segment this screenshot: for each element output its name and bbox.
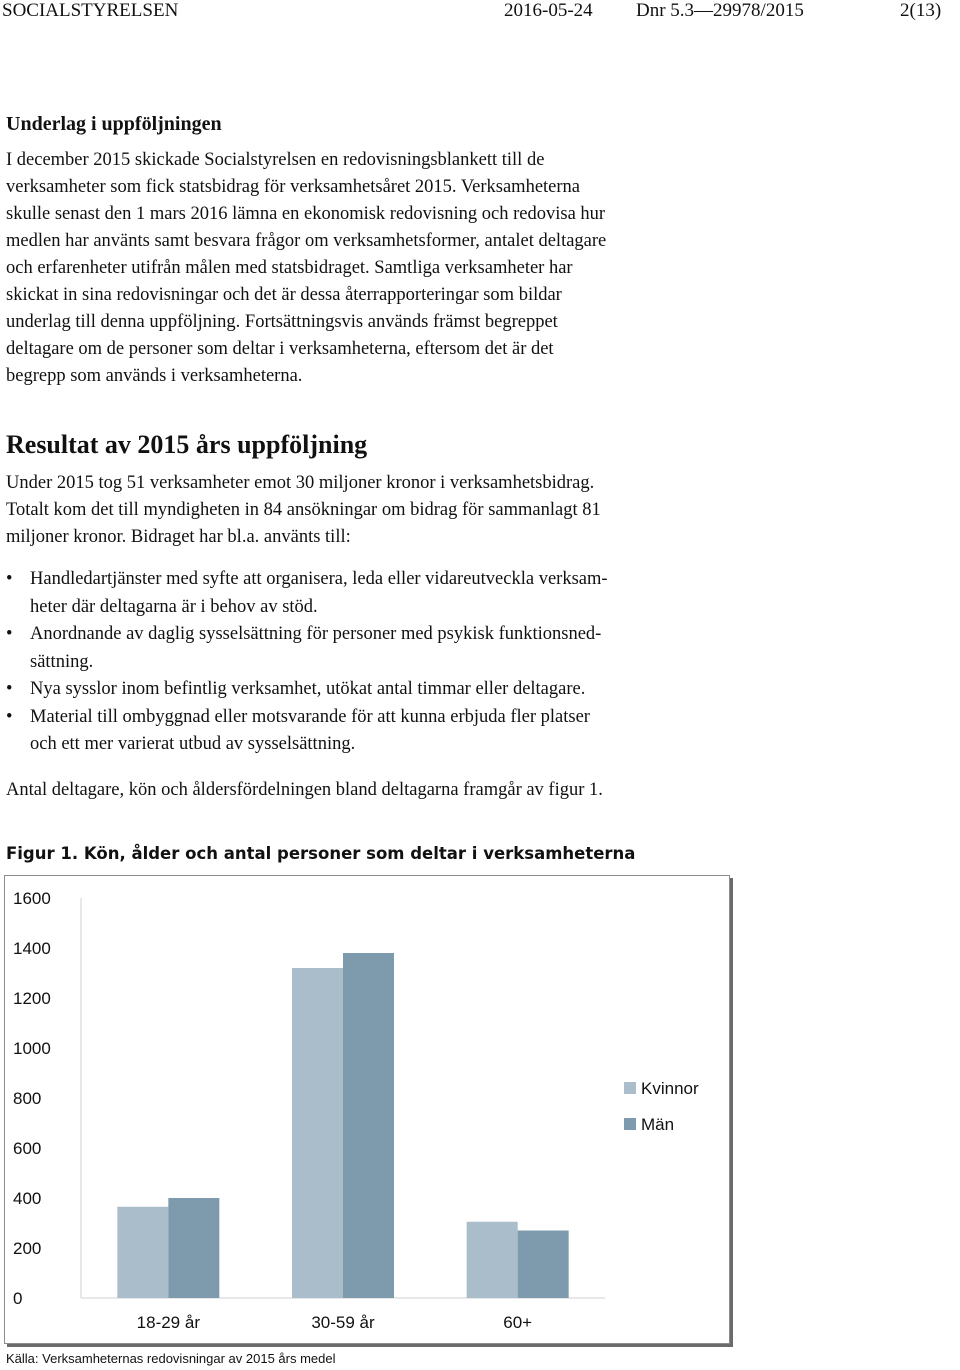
usage-bullet-list xyxy=(6,566,746,759)
list-item-line: Handledartjänster med syfte att organisera, leda eller vidareutveckla verksam- xyxy=(30,569,608,589)
y-tick-label: 800 xyxy=(13,1089,42,1108)
list-item-line: Material till ombyggnad eller motsvarande för att kunna erbjuda fler platser xyxy=(30,706,590,727)
paragraph-line: deltagare om de personer som deltar i verksamheterna, eftersom det är det xyxy=(6,339,554,359)
figure-title: Figur 1. Kön, ålder och antal personer som deltar i verksamheterna xyxy=(6,844,636,863)
bar-chart xyxy=(4,875,730,1344)
figure-source: Källa: Verksamheternas redovisningar av 2015 års medel xyxy=(6,1351,336,1366)
y-tick-label: 600 xyxy=(13,1139,42,1158)
bar xyxy=(467,1222,518,1298)
y-tick-label: 1600 xyxy=(13,889,51,908)
paragraph-line: miljoner kronor. Bidraget har bl.a. använts till: xyxy=(6,527,351,547)
section-heading-resultat: Resultat av 2015 års uppföljning xyxy=(6,430,368,459)
paragraph-line: underlag till denna uppföljning. Fortsättningsvis används främst begreppet xyxy=(6,312,558,332)
paragraph-line: I december 2015 skickade Socialstyrelsen en redovisningsblankett till de xyxy=(6,150,545,170)
y-tick-label: 200 xyxy=(13,1239,42,1258)
paragraph-line: begrepp som används i verksamheterna. xyxy=(6,366,303,386)
bullet-marker: • xyxy=(6,706,13,727)
section1-paragraph xyxy=(6,147,756,390)
list-item-line: Anordnande av daglig sysselsättning för personer med psykisk funktionsned- xyxy=(30,624,602,644)
list-item-line: sättning. xyxy=(30,651,94,672)
bullet-marker: • xyxy=(6,679,13,699)
y-tick-label: 1200 xyxy=(13,989,51,1008)
y-tick-label: 0 xyxy=(13,1289,23,1308)
y-tick-label: 400 xyxy=(13,1189,42,1208)
list-item-line: Nya sysslor inom befintlig verksamhet, utökat antal timmar eller deltagare. xyxy=(30,679,586,699)
x-tick-label: 60+ xyxy=(503,1313,533,1332)
legend-label: Kvinnor xyxy=(641,1079,699,1098)
x-tick-label: 18-29 år xyxy=(136,1313,200,1332)
paragraph-line: skulle senast den 1 mars 2016 lämna en ekonomisk redovisning och redovisa hur xyxy=(6,204,606,224)
bar xyxy=(343,953,394,1298)
header-document-number: Dnr 5.3—29978/2015 xyxy=(636,0,804,21)
paragraph-line: verksamheter som fick statsbidrag för verksamhetsåret 2015. Verksamheterna xyxy=(6,177,580,197)
paragraph-line: medlen har använts samt besvara frågor om verksamhetsformer, antalet deltagare xyxy=(6,231,607,251)
bar xyxy=(117,1207,168,1298)
paragraph-line: Under 2015 tog 51 verksamheter emot 30 miljoner kronor i verksamhetsbidrag. xyxy=(6,473,595,493)
list-item-line: och ett mer varierat utbud av sysselsättning. xyxy=(30,734,356,754)
header-page-number: 2(13) xyxy=(900,0,942,21)
header-organization: SOCIALSTYRELSEN xyxy=(2,0,179,21)
list-item xyxy=(6,621,746,676)
y-tick-label: 1000 xyxy=(13,1039,51,1058)
bar xyxy=(292,968,343,1298)
chart-canvas xyxy=(5,876,731,1345)
bullet-marker: • xyxy=(6,624,13,644)
list-item xyxy=(6,566,746,621)
legend-swatch xyxy=(624,1118,636,1130)
legend-label: Män xyxy=(641,1115,675,1134)
y-tick-label: 1400 xyxy=(13,939,51,958)
page-header xyxy=(0,0,960,24)
header-date: 2016-05-24 xyxy=(504,0,593,21)
paragraph-line: skickat in sina redovisningar och det är dessa återrapporteringar som bildar xyxy=(6,285,562,305)
list-item xyxy=(6,676,746,704)
section2-intro-paragraph xyxy=(6,470,756,551)
bullet-marker: • xyxy=(6,569,13,589)
section2-closing-paragraph: Antal deltagare, kön och åldersfördelningen bland deltagarna framgår av figur 1. xyxy=(6,780,603,800)
paragraph-line: Totalt kom det till myndigheten in 84 ansökningar om bidrag för sammanlagt 81 xyxy=(6,500,601,520)
list-item-line: heter där deltagarna är i behov av stöd. xyxy=(30,596,318,617)
list-item xyxy=(6,704,746,759)
bar xyxy=(518,1231,569,1299)
section-heading-underlag: Underlag i uppföljningen xyxy=(6,113,222,135)
x-tick-label: 30-59 år xyxy=(311,1313,375,1332)
legend-swatch xyxy=(624,1082,636,1094)
bar xyxy=(168,1198,219,1298)
paragraph-line: och erfarenheter utifrån målen med statsbidraget. Samtliga verksamheter har xyxy=(6,258,573,278)
